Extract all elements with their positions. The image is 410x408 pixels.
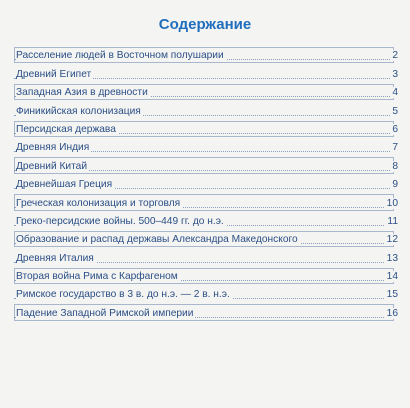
toc-entry-page: 8 (392, 160, 398, 172)
toc-entry-label: Персидская держава (16, 123, 116, 135)
toc-entry-page: 2 (392, 50, 398, 62)
toc-entry-page: 13 (386, 252, 398, 264)
toc-entry[interactable] (14, 285, 398, 303)
toc-entry[interactable] (14, 138, 398, 156)
toc-entry[interactable] (14, 64, 398, 82)
toc-entry-label: Древняя Италия (16, 252, 94, 264)
toc-entry[interactable] (14, 83, 398, 101)
toc-entry[interactable] (14, 156, 398, 174)
toc-entry-label: Падение Западной Римской империи (16, 307, 194, 319)
toc-entry-label: Древний Египет (16, 68, 92, 80)
toc-entry-page: 5 (392, 105, 398, 117)
toc-entry[interactable] (14, 248, 398, 266)
toc-entry-page: 3 (392, 68, 398, 80)
toc-entry-label: Западная Азия в древности (16, 87, 148, 99)
toc-entry-label: Греко-персидские войны. 500–449 гг. до н.э. (16, 215, 224, 227)
toc-entry[interactable] (14, 230, 398, 248)
toc-entry-label: Финикийская колонизация (16, 105, 141, 117)
toc-entry-label: Образование и распад державы Александра Македонского (16, 234, 298, 246)
toc-entry-page: 16 (386, 307, 398, 319)
toc-entry-page: 7 (392, 142, 398, 154)
toc-entry[interactable] (14, 303, 398, 321)
toc-entry[interactable] (14, 175, 398, 193)
toc-entry-label: Греческая колонизация и торговля (16, 197, 181, 209)
toc-entry-label: Древний Китай (16, 160, 88, 172)
toc-entry-page: 12 (386, 234, 398, 246)
toc-entry-label: Вторая война Рима с Карфагеном (16, 271, 178, 283)
toc-entry[interactable] (14, 101, 398, 119)
table-of-contents (14, 46, 398, 322)
toc-entry-page: 11 (387, 215, 398, 227)
toc-entry-page: 4 (392, 87, 398, 99)
toc-entry-label: Расселение людей в Восточном полушарии (16, 50, 224, 62)
page-title: Содержание (158, 16, 252, 33)
toc-entry-page: 14 (386, 271, 398, 283)
toc-entry-label: Римское государство в 3 в. до н.э. — 2 в. н.э. (16, 289, 230, 301)
toc-entry-label: Древняя Индия (16, 142, 90, 154)
toc-entry-page: 15 (386, 289, 398, 301)
toc-entry[interactable] (14, 267, 398, 285)
toc-entry-page: 9 (392, 179, 398, 191)
toc-entry[interactable] (14, 212, 398, 230)
toc-entry[interactable] (14, 120, 398, 138)
toc-entry-page: 6 (392, 123, 398, 135)
toc-entry[interactable] (14, 46, 398, 64)
toc-entry[interactable] (14, 193, 398, 211)
toc-entry-label: Древнейшая Греция (16, 179, 113, 191)
toc-entry-page: 10 (386, 197, 398, 209)
